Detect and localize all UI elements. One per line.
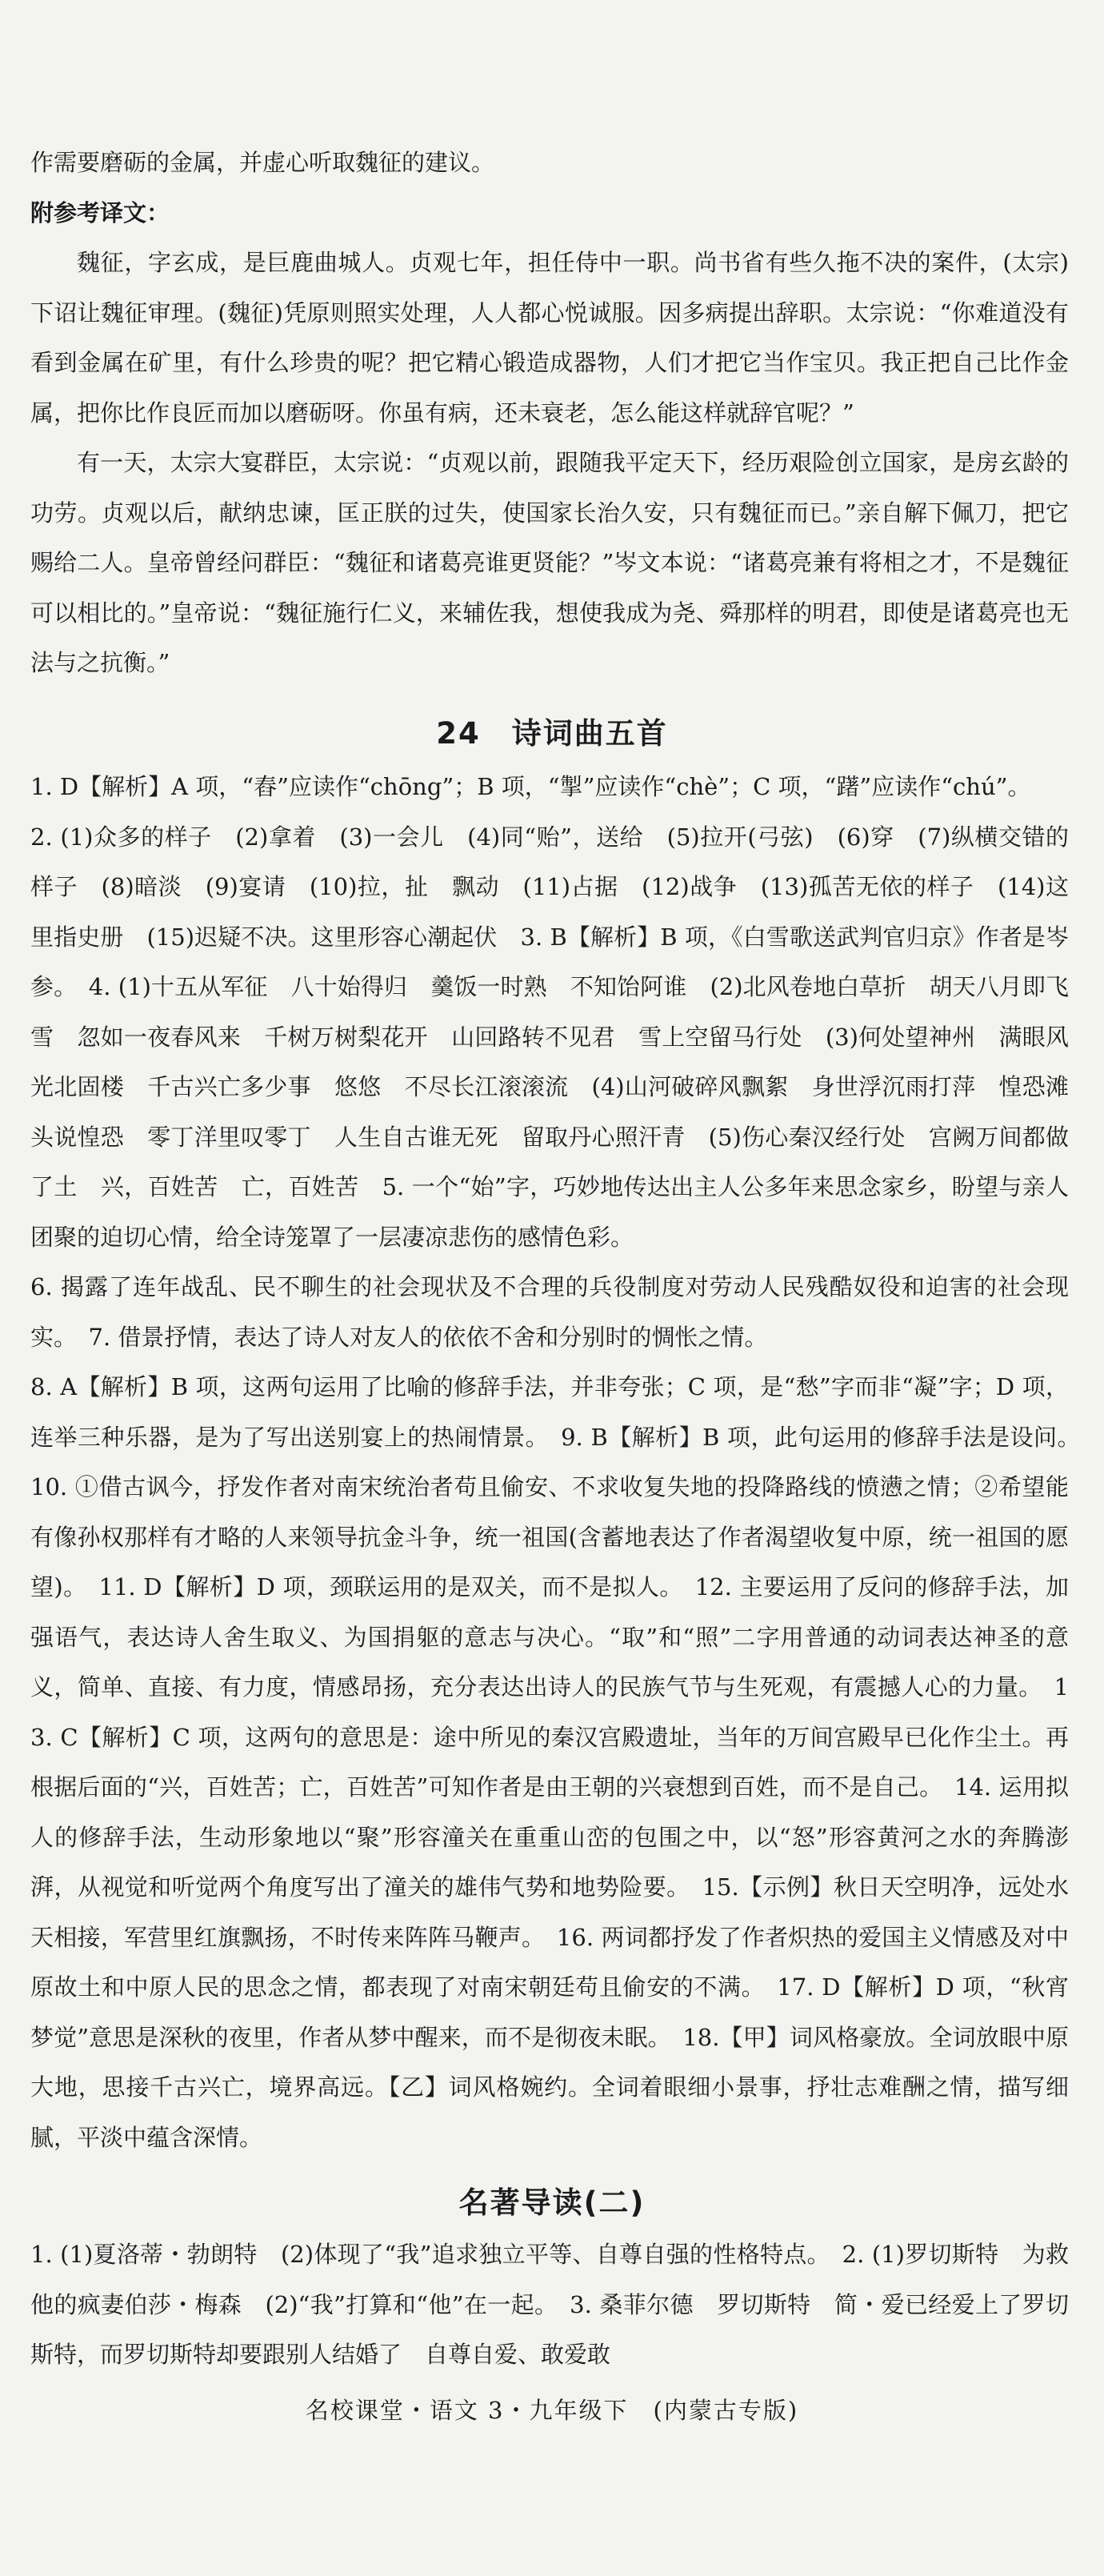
answer-paragraph: 1. (1)夏洛蒂・勃朗特 (2)体现了“我”追求独立平等、自尊自强的性格特点。 2. (1)罗切斯特 为救他的疯妻伯莎・梅森 (2)“我”打算和“他”在一起。 3. 桑菲尔德 罗切斯特 简・爱已经爱上了罗切斯特，而罗切斯特却要跟别人结婚了 自尊自爱、敢爱敢 xyxy=(30,2241,1069,2368)
answer-paragraph: 1. D【解析】A 项，“舂”应读作“chōng”；B 项，“掣”应读作“chè”；C 项，“躇”应读作“chú”。 xyxy=(30,773,1031,800)
section-24-answers xyxy=(30,762,1093,2162)
translation-paragraph-1: 魏征，字玄成，是巨鹿曲城人。贞观七年，担任侍中一职。尚书省有些久拖不决的案件，(太宗)下诏让魏征审理。(魏征)凭原则照实处理，人人都心悦诚服。因多病提出辞职。太宗说：“你难道没有看到金属在矿里，有什么珍贵的呢？把它精心锻造成器物，人们才把它当作宝贝。我正把自己比作金属，把你比作良匠而加以磨砺呀。你虽有病，还未衰老，怎么能这样就辞官呢？” xyxy=(30,249,1069,427)
answer-paragraph: 6. 揭露了连年战乱、民不聊生的社会现状及不合理的兵役制度对劳动人民残酷奴役和迫害的社会现实。 7. 借景抒情，表达了诗人对友人的依依不舍和分别时的惆怅之情。 xyxy=(30,1273,1069,1351)
section-mingzhu-answers xyxy=(30,2229,1069,2380)
section-title-24: 24 诗词曲五首 xyxy=(436,716,668,751)
answer-paragraph: 2. (1)众多的样子 (2)拿着 (3)一会儿 (4)同“贻”，送给 (5)拉开(弓弦) (6)穿 (7)纵横交错的样子 (8)暗淡 (9)宴请 (10)拉，扯 飘动 (11)占据 (12)战争 (13)孤苦无依的样子 (14)这里指史册 (15)迟疑不决。这里形容心潮起伏 3. B【解析】B 项，《白雪歌送武判官归京》作者是岑参。 4. (1)十五从军征 八十始得归 羹饭一时熟 不知饴阿谁 (2)北风卷地白草折 胡天八月即飞雪 忽如一夜春风来 千树万树梨花开 山回路转不见君 雪上空留马行处 (3)何处望神州 满眼风光北固楼 千古兴亡多少事 悠悠 不尽长江滚滚流 (4)山河破碎风飘絮 身世浮沉雨打萍 惶恐滩头说惶恐 零丁洋里叹零丁 人生自古谁无死 留取丹心照汗青 (5)伤心秦汉经行处 宫阙万间都做了土 兴，百姓苦 亡，百姓苦 5. 一个“始”字，巧妙地传达出主人公多年来思念家乡，盼望与亲人团聚的迫切心情，给全诗笼罩了一层凄凉悲伤的感情色彩。 xyxy=(30,823,1069,1251)
reference-translation-label: 附参考译文： xyxy=(30,198,170,226)
continuation-text: 作需要磨砺的金属，并虚心听取魏征的建议。 xyxy=(30,149,495,176)
page-footer: 名校课堂・语文 3・九年级下 (内蒙古专版) xyxy=(305,2397,799,2424)
answer-paragraph: 8. A【解析】B 项，这两句运用了比喻的修辞手法，并非夸张；C 项，是“愁”字而非“凝”字；D 项，连举三种乐器，是为了写出送别宴上的热闹情景。 9. B【解析】B 项，此句运用的修辞手法是设问。 10. ①借古讽今，抒发作者对南宋统治者苟且偷安、不求收复失地的投降路线的愤懑之情；②希望能有像孙权那样有才略的人来领导抗金斗争，统一祖国(含蓄地表达了作者渴望收复中原，统一祖国的愿望)。 11. D【解析】D 项，颈联运用的是双关，而不是拟人。 12. 主要运用了反问的修辞手法，加强语气，表达诗人舍生取义、为国捐躯的意志与决心。“取”和“照”二字用普通的动词表达神圣的意义，简单、直接、有力度，情感昂扬，充分表达出诗人的民族气节与生死观，有震撼人心的力量。 13. C【解析】C 项，这两句的意思是：途中所见的秦汉宫殿遗址，当年的万间宫殿早已化作尘土。再根据后面的“兴，百姓苦；亡，百姓苦”可知作者是由王朝的兴衰想到百姓，而不是自己。 14. 运用拟人的修辞手法，生动形象地以“聚”形容潼关在重重山峦的包围之中，以“怒”形容黄河之水的奔腾澎湃，从视觉和听觉两个角度写出了潼关的雄伟气势和地势险要。 15.【示例】秋日天空明净，远处水天相接，军营里红旗飘扬，不时传来阵阵马鞭声。 16. 两词都抒发了作者炽热的爱国主义情感及对中原故土和中原人民的思念之情，都表现了对南宋朝廷苟且偷安的不满。 17. D【解析】D 项，“秋宵梦觉”意思是深秋的夜里，作者从梦中醒来，而不是彻夜未眠。 18.【甲】词风格豪放。全词放眼中原大地，思接千古兴亡，境界高远。【乙】词风格婉约。全词着眼细小景事，抒壮志难酬之情，描写细腻，平淡中蕴含深情。 xyxy=(30,1373,1093,2151)
translation-paragraph-2: 有一天，太宗大宴群臣，太宗说：“贞观以前，跟随我平定天下，经历艰险创立国家，是房玄龄的功劳。贞观以后，献纳忠谏，匡正朕的过失，使国家长治久安，只有魏征而已。”亲自解下佩刀，把它赐给二人。皇帝曾经问群臣：“魏征和诸葛亮谁更贤能？”岑文本说：“诸葛亮兼有将相之才，不是魏征可以相比的。”皇帝说：“魏征施行仁义，来辅佐我，想使我成为尧、舜那样的明君，即使是诸葛亮也无法与之抗衡。” xyxy=(30,449,1069,676)
section-title-mingzhu: 名著导读(二) xyxy=(458,2185,646,2220)
top-section xyxy=(30,138,1069,688)
